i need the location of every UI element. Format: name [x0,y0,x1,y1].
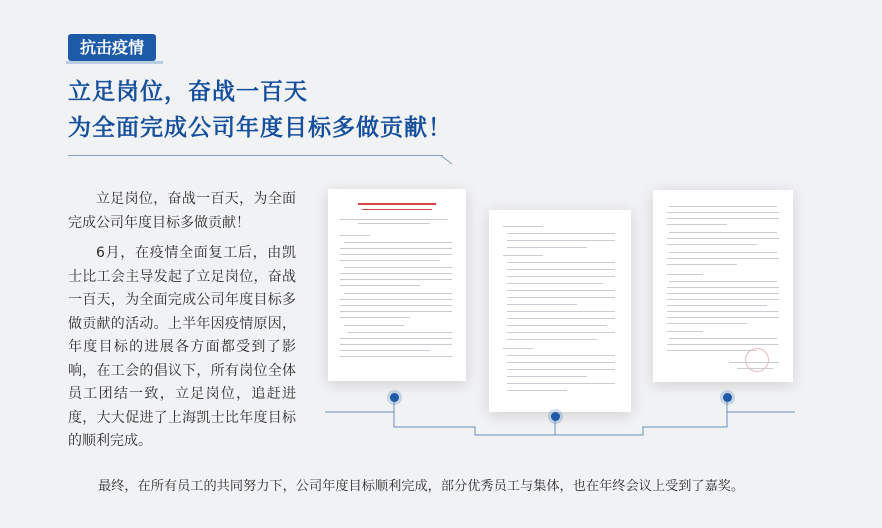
closing-paragraph: 最终，在所有员工的共同努力下，公司年度目标顺利完成，部分优秀员工与集体，也在年终会议上受到了嘉奖。 [98,479,745,494]
headline [68,74,452,146]
title-divider [68,155,443,156]
headline-line-1: 立足岗位，奋战一百天 [68,79,308,105]
timeline-dot-2 [551,412,560,421]
timeline-dot-1 [390,393,399,402]
title-divider-tail [441,155,453,164]
document-page-3 [653,190,793,382]
document-page-2 [489,210,631,412]
category-tag: 抗击疫情 [68,34,156,61]
article-body [68,188,296,461]
article-paragraph-2: 6月，在疫情全面复工后，由凯士比工会主导发起了立足岗位，奋战一百天，为全面完成公司年度目标多做贡献的活动。上半年因疫情原因，年度目标的进展各方面都受到了影响，在工会的倡议下，所有岗位全体员工团结一致，立足岗位，追赶进度，大大促进了上海凯士比年度目标的顺利完成。 [68,245,296,449]
document-page-1 [328,189,466,381]
headline-line-2: 为全面完成公司年度目标多做贡献！ [68,115,452,141]
article-paragraph-1: 立足岗位，奋战一百天，为全面完成公司年度目标多做贡献！ [68,191,296,231]
timeline-dot-3 [723,393,732,402]
